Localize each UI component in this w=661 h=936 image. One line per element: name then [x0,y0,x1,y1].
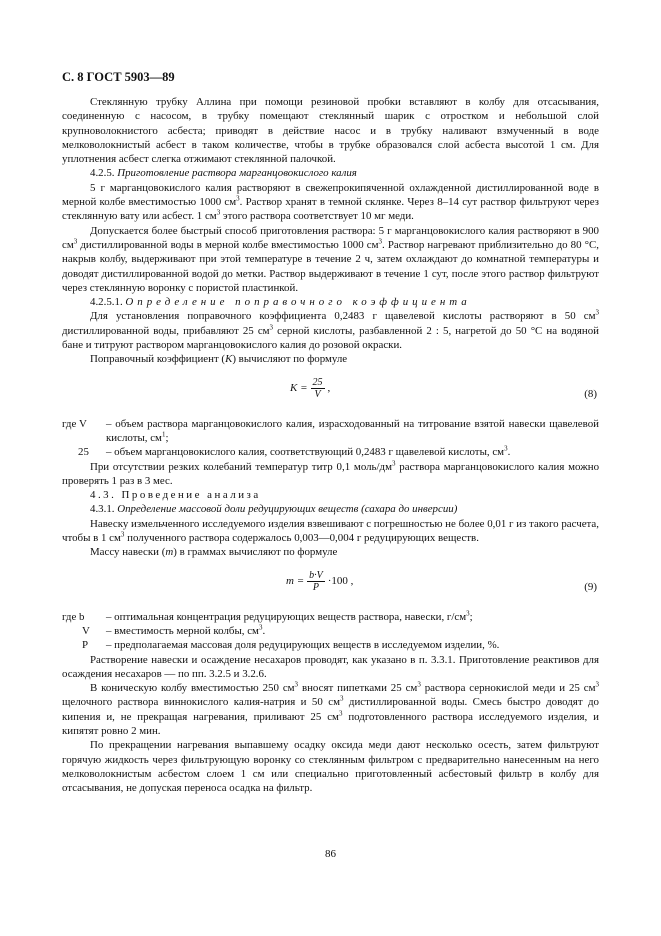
paragraph-conical-flask: В коническую колбу вместимостью 250 $см^3$ вносят пипетками 25 $см^3$ раствора сернокислой меди и 25 $см^3$ щелочного раствора виннокислого калия-натрия и 50 $см^3$ дистиллированной воды. Смесь быстро доводят до кипения и, не прекращая нагревания, приливают 25 $см^3$ подготовленного раствора исследуемого изделия, и кипятят ровно 2 мин. [62,680,599,737]
paragraph-coefficient-setup: Для установления поправочного коэффициента 0,2483 г щавелевой кислоты растворяют в 50 $см^3$ дистиллированной воды, прибавляют 25 $см^3$ серной кислоты, разбавленной 2 : 5, нагретой до 50 °С на водяной бане и титруют раствором марганцовокислого калия до розовой окраски. [62,308,599,352]
definition-v: где V – объем раствора марганцовокислого калия, израсходованный на титрование взятой навески щавелевой кислоты, $см^1$; [62,417,599,444]
page-header: С. 8 ГОСТ 5903—89 [62,70,175,84]
formula-9 [62,566,599,604]
paragraph-mass-formula-intro: Массу навески (m) в граммах вычисляют по формуле [90,546,338,559]
section-4-2-5-heading: 4.2.5. Приготовление раствора марганцовокислого калия [90,167,357,180]
definition-b: где b – оптимальная концентрация редуцирующих веществ раствора, навески, $г/см^3$; [62,608,473,623]
page-number: 86 [325,848,336,860]
formula-8-fraction: $\frac{25}{V}$ [312,376,323,400]
formula-9-expression: m = $\frac{b\cdot V}{P}$ ·100 , [286,569,354,593]
formula-8 [62,373,599,411]
formula-9-fraction: $\frac{b\cdot V}{P}$ [309,569,323,593]
definition-v-flask: V – вместимость мерной колбы, $см^3$. [82,623,266,637]
definition-25: 25 – объем марганцовокислого калия, соответствующий 0,2483 г щавелевой кислоты, $см^3$. [78,444,511,459]
paragraph-coefficient-formula-intro: Поправочный коэффициент (K) вычисляют по формуле [90,353,348,366]
paragraph-titer-check: При отсутствии резких колебаний температур титр 0,1 моль/$дм^3$ раствора марганцовокислого калия можно проверять 1 раз в 3 мес. [62,458,600,487]
paragraph-sample-weighing: Навеску измельченного исследуемого изделия взвешивают с погрешностью не более 0,01 г из такого расчета, чтобы в 1 $см^3$ полученного раствора содержалось 0,003—0,004 г редуцирующих веществ. [62,517,599,545]
paragraph-permanganate-prep: 5 г марганцовокислого калия растворяют в свежепрокипяченной охлажденной дистиллированной воде в мерной колбе вместимостью 1000 $см^3$. Раствор хранят в темной склянке. Через 8–14 сут раствор фильтруют через стеклянную вату или асбест. 1 $см^3$ этого раствора соответствует 10 мг меди. [62,181,599,223]
formula-8-number: (8) [584,387,597,400]
definition-p: P – предполагаемая массовая доля редуцирующих веществ в исследуемом изделии, %. [82,639,500,652]
formula-8-expression: K = $\frac{25}{V}$ , [290,376,331,400]
paragraph-fast-method: Допускается более быстрый способ приготовления раствора: 5 г марганцовокислого калия растворяют в 900 $см^3$ дистиллированной воды в мерной колбе вместимостью 1000 $см^3$. Раствор нагревают приблизительно до 80 °С, накрыв колбу, выдерживают при этой температуре в течение 2 ч, затем охлаждают до комнатной температуры и доводят дистиллированной водой до метки. Раствор выдерживают в течение 1 сут, после этого раствор фильтруют через стеклянную воронку с пористой пластинкой. [62,224,599,294]
section-4-3-heading: 4.3. Проведение анализа [90,489,261,502]
paragraph-filtration: По прекращении нагревания выпавшему осадку оксида меди дают несколько осесть, затем фильтруют горячую жидкость через фильтрующую воронку со стеклянным фильтром с предварительно нанесенным на него мелковолокнистым асбестом слоем 1 см или специально приготовленный асбестовый фильтр в колбу для отсасывания, не допуская переноса осадка на фильтр. [62,739,599,795]
paragraph-allin-tube: Стеклянную трубку Аллина при помощи резиновой пробки вставляют в колбу для отсасывания, соединенную с насосом, в трубку помещают стеклянный шарик с отростком и небольшой слой крупноволокнистого асбеста; приводят в действие насос и в трубку наливают взмученный в воде мелковолокнистый асбест в таком количестве, чтобы в трубке образовался слой асбеста высотой 1 см. Для уплотнения асбест слегка отжимают стеклянной палочкой. [62,96,599,166]
paragraph-dissolution: Растворение навески и осаждение несахаров проводят, как указано в п. 3.3.1. Приготовление реактивов для осаждения несахаров — по пп. 3.2.5 и 3.2.6. [62,653,599,680]
section-4-3-1-heading: 4.3.1. Определение массовой доли редуцирующих веществ (сахара до инверсии) [90,503,458,516]
document-body [62,95,599,795]
section-4-2-5-1-heading: 4.2.5.1. Определение поправочного коэффициента [90,296,471,309]
formula-9-number: (9) [584,580,597,593]
